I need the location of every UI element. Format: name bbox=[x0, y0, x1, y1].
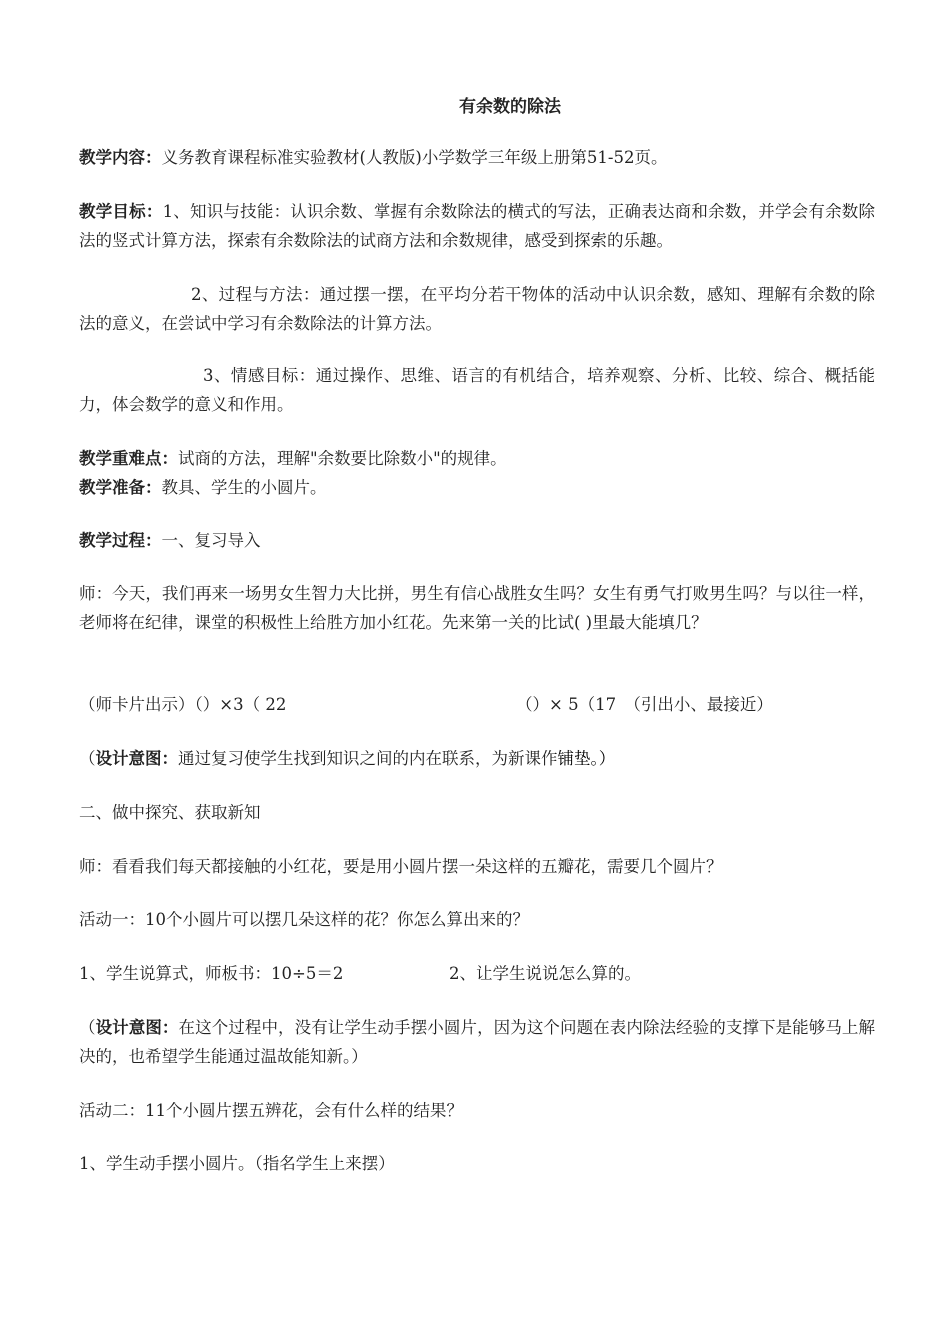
teaching-content-label: 教学内容： bbox=[79, 148, 162, 167]
teacher-question: 师：看看我们每天都接触的小红花，要是用小圆片摆一朵这样的五瓣花，需要几个圆片？ bbox=[79, 857, 723, 876]
design-intent-2 bbox=[79, 1013, 875, 1071]
design-intent-1-open: （ bbox=[79, 749, 96, 768]
teaching-process bbox=[79, 526, 875, 555]
teaching-goal-3: 3、情感目标：通过操作、思维、语言的有机结合，培养观察、分析、比较、综合、概括能力，体会数学的意义和作用。 bbox=[79, 366, 875, 414]
design-intent-1 bbox=[79, 744, 875, 773]
teaching-prep-label: 教学准备： bbox=[79, 478, 162, 497]
teaching-goal-1 bbox=[79, 197, 875, 255]
teaching-prep bbox=[79, 473, 875, 502]
document-title: 有余数的除法 bbox=[459, 97, 561, 117]
design-intent-1-text: 通过复习使学生找到知识之间的内在联系，为新课作 bbox=[178, 749, 558, 768]
teaching-difficulty-label: 教学重难点： bbox=[79, 449, 178, 468]
teaching-content-text: 义务教育课程标准实验教材(人教版)小学数学三年级上册第51-52页。 bbox=[161, 148, 668, 167]
activity-1-step-1: 1、学生说算式，师板书：10÷5＝2 bbox=[79, 964, 344, 983]
review-card-left: （师卡片出示）（）×3（ 22 bbox=[79, 695, 287, 714]
review-card-right: （）× 5（17 （引出小、最接近） bbox=[516, 695, 773, 714]
teaching-prep-text: 教具、学生的小圆片。 bbox=[161, 478, 327, 497]
design-intent-2-label: 设计意图： bbox=[95, 1018, 179, 1037]
teaching-process-label: 教学过程： bbox=[79, 531, 162, 550]
design-intent-1-emph: 铺垫。） bbox=[557, 749, 616, 768]
teaching-content bbox=[79, 143, 875, 172]
section-2-heading: 二、做中探究、获取新知 bbox=[79, 803, 261, 822]
teacher-intro: 师：今天，我们再来一场男女生智力大比拼，男生有信心战胜女生吗？女生有勇气打败男生吗？与以往一样，老师将在纪律，课堂的积极性上给胜方加小红花。先来第一关的比试( )里最大能填几？ bbox=[79, 584, 875, 632]
activity-2: 活动二：11个小圆片摆五辨花，会有什么样的结果？ bbox=[79, 1101, 463, 1120]
teaching-difficulty bbox=[79, 444, 875, 473]
design-intent-2-text: 在这个过程中，没有让学生动手摆小圆片，因为这个问题在表内除法经验的支撑下是能够马上解决的，也希望学生能通过温故能知新。） bbox=[79, 1018, 876, 1066]
activity-1: 活动一：10个小圆片可以摆几朵这样的花？你怎么算出来的？ bbox=[79, 910, 529, 929]
teaching-process-text: 一、复习导入 bbox=[161, 531, 261, 550]
teaching-goal-1-text: 1、知识与技能：认识余数、掌握有余数除法的横式的写法，正确表达商和余数，并学会有余数除法的竖式计算方法，探索有余数除法的试商方法和余数规律，感受到探索的乐趣。 bbox=[79, 202, 876, 250]
activity-1-step-2: 2、让学生说说怎么算的。 bbox=[449, 964, 641, 983]
design-intent-1-label: 设计意图： bbox=[95, 749, 178, 768]
teaching-goal-2: 2、过程与方法：通过摆一摆，在平均分若干物体的活动中认识余数，感知、理解有余数的除法的意义，在尝试中学习有余数除法的计算方法。 bbox=[79, 285, 875, 333]
design-intent-2-open: （ bbox=[79, 1018, 96, 1037]
teaching-goals-label: 教学目标： bbox=[79, 202, 163, 221]
activity-2-step-1: 1、学生动手摆小圆片。（指名学生上来摆） bbox=[79, 1154, 395, 1173]
teaching-difficulty-text: 试商的方法，理解"余数要比除数小"的规律。 bbox=[178, 449, 507, 468]
